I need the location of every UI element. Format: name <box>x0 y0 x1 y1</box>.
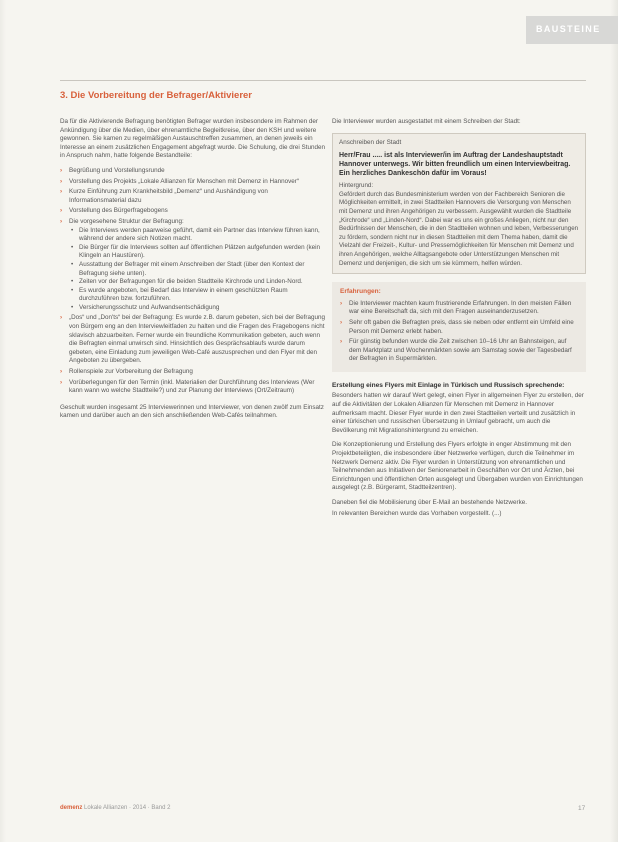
list-item: › Rollenspiele zur Vorbereitung der Befragung <box>60 368 326 377</box>
sublist-item: • Zeiten vor der Befragungen für die beiden Stadtteile Kirchrode und Linden-Nord. <box>71 278 326 287</box>
experiences-box <box>332 282 586 372</box>
list-item: › Sehr oft gaben die Befragten preis, dass sie neben oder entfernt ein Umfeld eine Person mit Demenz erlebt haben. <box>340 319 578 336</box>
left-intro: Da für die Aktivierende Befragung benötigten Befrager wurden insbesondere im Rahmen der Ankündigung über die Medien, über ehrenamtliche Begleitkreise, über den KSH und weitere gewonnen. Sie kamen zu regelmäßigen Austauschtreffen zusammen, an denen jeweils ein Interesse an einem zusätzlichen Engagement abgefragt wurde. Die Schulung, die drei Stunden in Anspruch nahm, hatte folgende Bestandteile: <box>60 118 325 160</box>
left-column <box>60 118 326 427</box>
list-item: › Die Interviewer machten kaum frustrierende Erfahrungen. In den meisten Fällen war eine Bereitschaft da, sich mit den Fragen auseinanderzusetzen. <box>340 300 578 317</box>
letter-header: Anschreiben der Stadt <box>339 138 402 146</box>
letter-subheading: Hintergrund: <box>339 182 374 190</box>
page-number: 17 <box>578 805 586 812</box>
sublist-item: • Es wurde angeboten, bei Bedarf das Interview in einem geschützten Raum durchzuführen bzw. fortzuführen. <box>71 287 326 304</box>
right-intro: Die Interviewer wurden ausgestattet mit einem Schreiben der Stadt: <box>332 118 521 125</box>
list-item: › Vorstellung des Bürgerfragebogens <box>60 207 326 216</box>
footer-brand: demenz <box>60 805 83 811</box>
sublist-item: • Ausstattung der Befrager mit einem Anschreiben der Stadt (über den Kontext der Befragung siehe unten). <box>71 261 326 278</box>
section-title: 3. Die Vorbereitung der Befrager/Aktivierer <box>60 90 252 101</box>
left-closing: Geschult wurden insgesamt 25 Interviewerinnen und Interviewer, von denen zwölf zum Einsatz kamen und darüber auch an den sich anschließenden Web-Cafés teilnahmen. <box>60 403 324 420</box>
letter-body: Gefördert durch das Bundesministerium werden von der Fachbereich Senioren die Möglichkeiten ermittelt, in zwei Stadtteilen Hannovers die Versorgung von Menschen mit Demenz und ihren Angehörigen zu verbessern. Ausgewählt wurden die Stadtteile „Kirchrode“ und „Linden-Nord“. Dabei war es uns ein großes Anliegen, nicht nur den Bedürfnissen der Menschen, die in den Stadtteilen wohnen und leben, Verbesserungen zu fördern, sondern nicht nur in diesen Stadtteilen mit dem Thema haben, damit die Vielzahl der Freizeit-, Kultur- und Pressemöglichkeiten für Menschen mit Demenz und ihren Angehörigen, welche Alltagsangebote oder Unterstützungen Menschen mit Demenz und denjenigen, die sich um sie kümmern, helfen würden. <box>339 190 579 267</box>
flyer-paragraph-4: In relevanten Bereichen wurde das Vorhaben vorgestellt. (...) <box>332 509 502 517</box>
experiences-title: Erfahrungen: <box>340 288 381 296</box>
list-item: › Vorstellung des Projekts „Lokale Allianzen für Menschen mit Demenz in Hannover“ <box>60 178 326 187</box>
letter-bold-text: Herr/Frau ..... ist als Interviewer/in im Auftrag der Landeshauptstadt Hannover unterwegs. Wir bitten freundlich um einen Interviewbeitrag. Ein herzliches Dankeschön dafür im Voraus! <box>339 152 571 178</box>
list-item: › Für günstig befunden wurde die Zeit zwischen 10–16 Uhr an Bahnsteigen, auf dem Marktplatz und Wochenmärkten sowie am Samstag sowie der Tagesbedarf der Befragten in Supermärkten. <box>340 338 578 364</box>
list-item: › Kurze Einführung zum Krankheitsbild „Demenz“ und Aushändigung von Informationsmaterial dazu <box>60 188 326 205</box>
list-item: › „Dos“ und „Don'ts“ bei der Befragung: Es wurde z.B. darum gebeten, sich bei der Befragung von Bürgern eng an den Interviewleitfaden zu halten und die Fragen des Fragebogens nicht sklavisch abzuarbeiten. Ferner wurde ein freundliche Kommunikation gebeten, auch wenn die Befragten einmal unwirsch sind. Hinsichtlich des Gesprächsablaufs wurde darum gebeten, eine Einladung zum jeweiligen Web-Café auszusprechen und den Flyer mit den Angeboten zu übergeben. <box>60 314 326 366</box>
footer-publication: Lokale Allianzen · 2014 · Band 2 <box>84 805 171 811</box>
flyer-heading: Erstellung eines Flyers mit Einlage in Türkisch und Russisch sprechende: <box>332 381 565 389</box>
city-letter-box <box>332 133 586 275</box>
experiences-list <box>340 300 578 364</box>
top-rule <box>60 80 586 81</box>
flyer-paragraph-3: Daneben fiel die Mobilisierung über E-Mail an bestehende Netzwerke. <box>332 499 527 506</box>
section-tab-label: BAUSTEINE <box>536 24 601 34</box>
sublist-item: • Die Interviews werden paarweise geführt, damit ein Partner das Interview führen kann, während der andere sich Notizen macht. <box>71 227 326 244</box>
section-tab <box>526 16 618 44</box>
sublist-item: • Die Bürger für die Interviews sollten auf öffentlichen Plätzen aufgefunden werden (kein Klingeln an Haustüren). <box>71 244 326 261</box>
list-item: › Vorüberlegungen für den Termin (inkl. Materialien der Durchführung des Interviews (Wer kann wann wo welche Stadtteile?) und zur Planung der Interviews (Ort/Zeitraum) <box>60 379 326 396</box>
structure-heading: Die vorgesehene Struktur der Befragung: <box>69 217 184 225</box>
structure-sublist <box>69 227 326 313</box>
training-components-list <box>60 167 326 396</box>
list-item: › Begrüßung und Vorstellungsrunde <box>60 167 326 176</box>
footer <box>60 805 170 811</box>
flyer-paragraph-1: Besonders hatten wir darauf Wert gelegt, einen Flyer in allgemeinen Flyer zu erstellen, der auf die Aktivitäten der Lokalen Allianzen für Menschen mit Demenz in Hannover aufmerksam macht. Dieser Flyer wurde in den zwei Stadtteilen verteilt und zusätzlich in einer türkischen und russischen Übersetzung in Umlauf gebracht, um auch die Bevölkerung mit Migrationshintergrund zu erreichen. <box>332 392 584 434</box>
flyer-paragraph-2: Die Konzeptionierung und Erstellung des Flyers erfolgte in enger Abstimmung mit den Projektbeteiligten, die insbesondere über Netzwerke verfügen, durch die Teilnehmer im Netzwerk Demenz aktiv. Die Flyer wurden in Unterstützung von ehrenamtlichen und Teilnehmenden aus Initiativen der Seniorenarbeit in Geschäften vor Ort und Ärzten, bei Einrichtungen und öffentlichen Orten ausgelegt und Übergaben wurden von Einrichtungen ausgelegt (z.B. Bürgeramt, Stadtteilzentren). <box>332 441 583 492</box>
right-column <box>332 118 586 524</box>
sublist-item: • Versicherungsschutz und Aufwandsentschädigung <box>71 304 326 313</box>
list-item <box>60 218 326 313</box>
